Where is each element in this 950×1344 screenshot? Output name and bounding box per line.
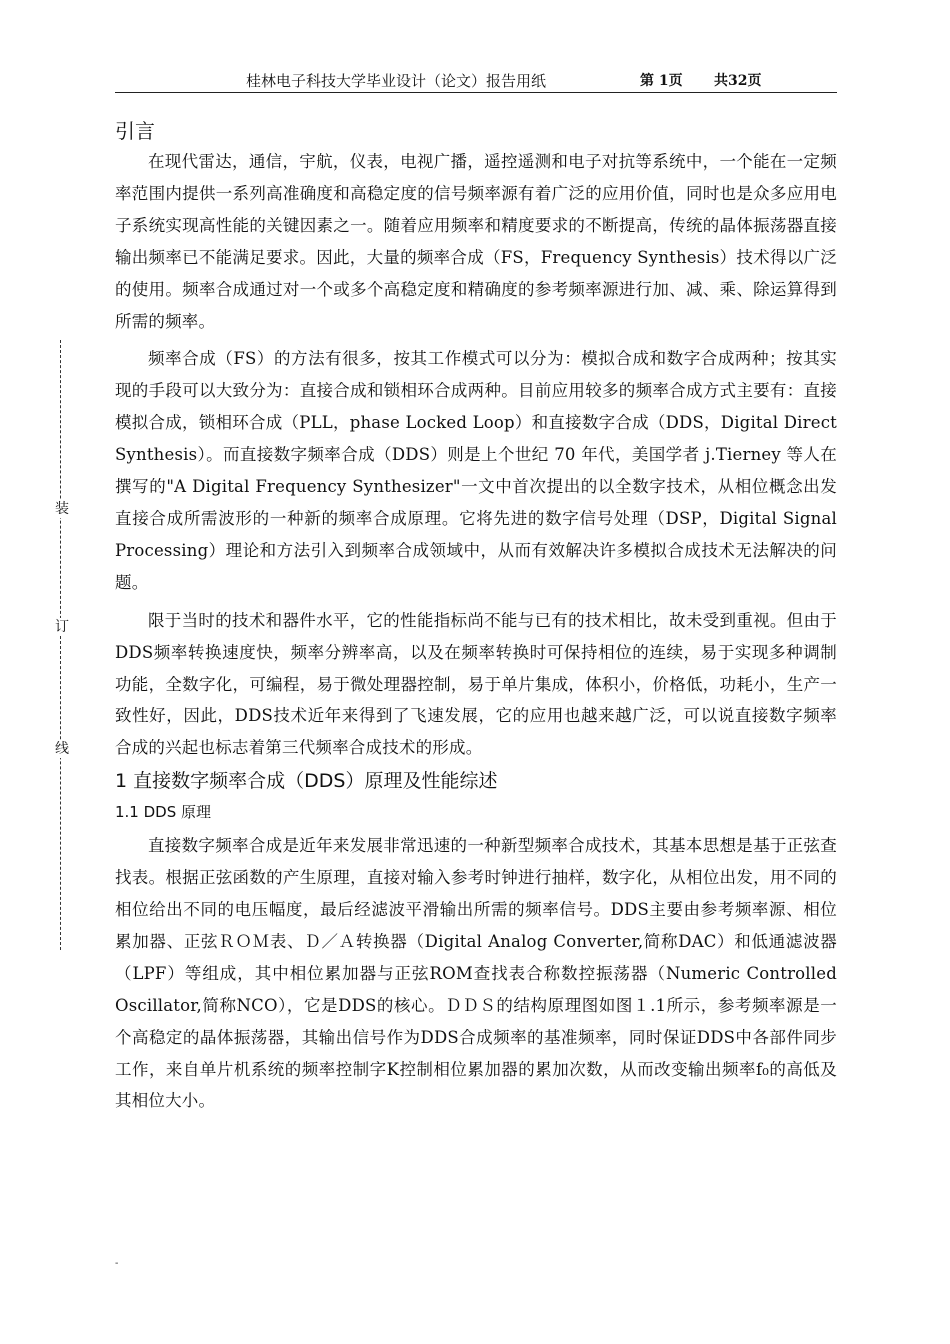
intro-heading: 引言 xyxy=(115,119,155,143)
document-body xyxy=(115,116,837,1117)
header-page-total: 共32页 xyxy=(714,73,762,89)
page-header xyxy=(115,70,837,93)
header-page-number: 第 1页 xyxy=(640,73,683,89)
binding-char-ding: 订 xyxy=(55,619,69,635)
intro-paragraph-3: 限于当时的技术和器件水平，它的性能指标尚不能与已有的技术相比，故未受到重视。但由于DDS频率转换速度快，频率分辨率高，以及在频率转换时可保持相位的连续，易于实现多种调制功能，全数字化，可编程，易于微处理器控制，易于单片集成，体积小，价格低，功耗小，生产一致性好，因此，DDS技术近年来得到了飞速发展，它的应用也越来越广泛，可以说直接数字频率合成的兴起也标志着第三代频率合成技术的形成。 xyxy=(115,610,837,758)
binding-char-zhuang: 装 xyxy=(55,501,69,517)
footer-mark: - xyxy=(115,1258,119,1269)
binding-line xyxy=(55,340,71,950)
intro-paragraph-1: 在现代雷达，通信，宇航，仪表，电视广播，遥控遥测和电子对抗等系统中，一个能在一定频率范围内提供一系列高准确度和高稳定度的信号频率源有着广泛的应用价值，同时也是众多应用电子系统实现高性能的关键因素之一。随着应用频率和精度要求的不断提高，传统的晶体振荡器直接输出频率已不能满足要求。因此，大量的频率合成（FS，Frequency Synthesis）技术得以广泛的使用。频率合成通过对一个或多个高稳定度和精确度的参考频率源进行加、减、乘、除运算得到所需的频率。 xyxy=(115,152,837,331)
chapter-1-heading: 1 直接数字频率合成（DDS）原理及性能综述 xyxy=(115,770,498,793)
header-title: 桂林电子科技大学毕业设计（论文）报告用纸 xyxy=(246,72,547,90)
section-1-1-paragraph: 直接数字频率合成是近年来发展非常迅速的一种新型频率合成技术，其基本思想是基于正弦查找表。根据正弦函数的产生原理，直接对输入参考时钟进行抽样，数字化，从相位出发，用不同的相位给出不同的电压幅度，最后经滤波平滑输出所需的频率信号。DDS主要由参考频率源、相位累加器、正弦ＲＯＭ表、Ｄ／Ａ转换器（Digital Analog Converter,简称DAC）和低通滤波器（LPF）等组成，其中相位累加器与正弦ROM查找表合称数控振荡器（Numeric Controlled Oscillator,简称NCO），它是DDS的核心。ＤＤＳ的结构原理图如图１.1所示，参考频率源是一个高稳定的晶体振荡器，其输出信号作为DDS合成频率的基准频率，同时保证DDS中各部件同步工作，来自单片机系统的频率控制字K控制相位累加器的累加次数，从而改变输出频率f₀的高低及其相位大小。 xyxy=(115,836,837,1111)
intro-paragraph-2: 频率合成（FS）的方法有很多，按其工作模式可以分为：模拟合成和数字合成两种；按其实现的手段可以大致分为：直接合成和锁相环合成两种。目前应用较多的频率合成方式主要有：直接模拟合成，锁相环合成（PLL，phase Locked Loop）和直接数字合成（DDS，Digital Direct Synthesis）。而直接数字频率合成（DDS）则是上个世纪 70 年代，美国学者 j.Tierney 等人在撰写的"A Digital Frequency Synthesizer"一文中首次提出的以全数字技术，从相位概念出发直接合成所需波形的一种新的频率合成原理。它将先进的数字信号处理（DSP，Digital Signal Processing）理论和方法引入到频率合成领域中，从而有效解决许多模拟合成技术无法解决的问题。 xyxy=(115,349,837,592)
section-1-1-heading: 1.1 DDS 原理 xyxy=(115,803,212,822)
binding-char-xian: 线 xyxy=(55,741,69,757)
